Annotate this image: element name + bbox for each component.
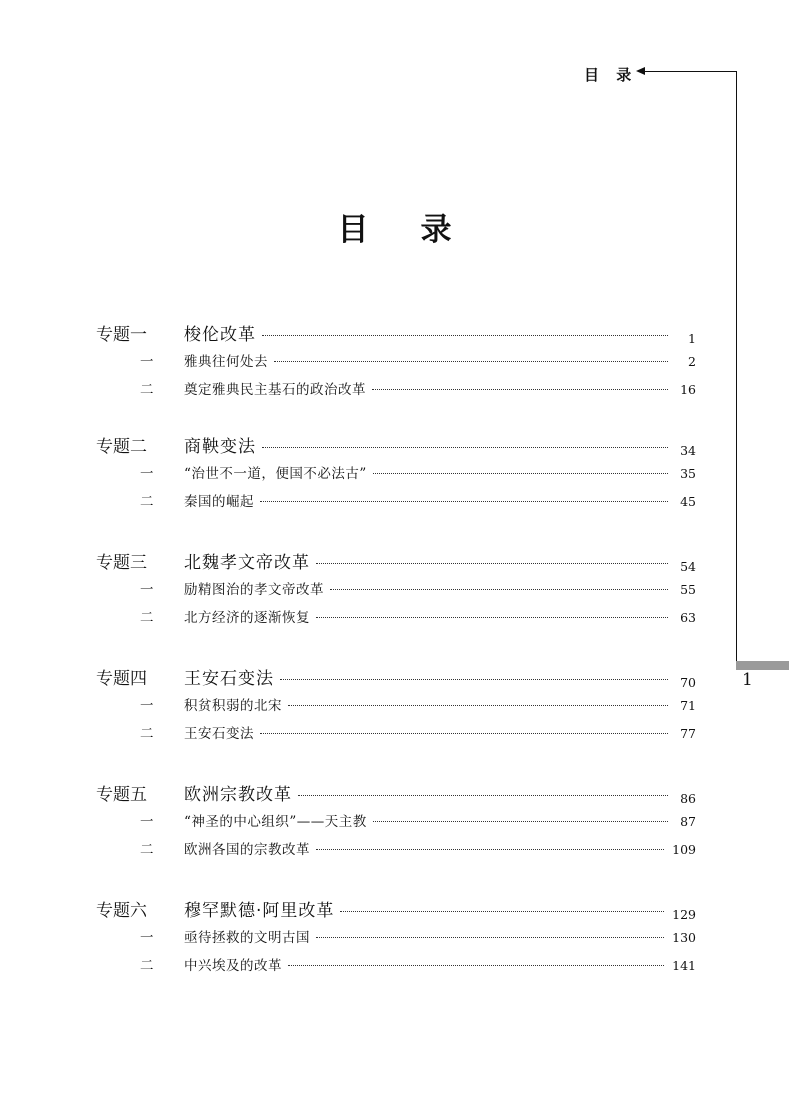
item-title: 积贫积弱的北宋 (184, 698, 282, 714)
item-title: 王安石变法 (184, 726, 254, 742)
dot-leader (373, 473, 668, 474)
toc-item-row[interactable] (96, 838, 696, 866)
dot-leader (288, 965, 664, 966)
topic-number: 专题一 (96, 325, 147, 345)
running-header: 目 录 (584, 66, 638, 84)
item-page: 87 (680, 814, 696, 829)
item-page: 71 (680, 698, 696, 713)
item-page: 16 (680, 382, 696, 397)
topic-title: 北魏孝文帝改革 (184, 553, 310, 573)
dot-leader (316, 937, 664, 938)
topic-page: 129 (672, 907, 696, 922)
toc-item-row[interactable] (96, 378, 696, 406)
topic-title: 欧洲宗教改革 (184, 785, 292, 805)
dot-leader (262, 335, 668, 336)
toc-item-row[interactable] (96, 810, 696, 838)
toc-item-row[interactable] (96, 954, 696, 982)
toc-topic-row[interactable] (96, 780, 696, 810)
item-page: 77 (680, 726, 696, 741)
dot-leader (260, 501, 668, 502)
dot-leader (274, 361, 668, 362)
topic-number: 专题三 (96, 553, 147, 573)
dot-leader (340, 911, 664, 912)
toc-item-row[interactable] (96, 722, 696, 750)
toc-topic-row[interactable] (96, 896, 696, 926)
item-title: “神圣的中心组织”——天主教 (184, 814, 367, 830)
toc-item-row[interactable] (96, 462, 696, 490)
title-char-2: 录 (420, 212, 452, 248)
topic-title: 商鞅变法 (184, 437, 256, 457)
item-page: 141 (672, 958, 696, 973)
toc-topic-row[interactable] (96, 320, 696, 350)
item-number: 二 (140, 610, 154, 626)
item-page: 63 (680, 610, 696, 625)
toc-item-row[interactable] (96, 694, 696, 722)
page-number: 1 (742, 670, 753, 690)
topic-number: 专题四 (96, 669, 147, 689)
topic-number: 专题六 (96, 901, 147, 921)
table-of-contents (96, 320, 696, 1012)
arrow-left-icon (636, 67, 645, 75)
page-tab (736, 661, 789, 670)
item-title: “治世不一道，便国不必法古” (184, 466, 367, 482)
item-page: 35 (680, 466, 696, 481)
item-number: 一 (140, 814, 154, 830)
toc-topic-row[interactable] (96, 432, 696, 462)
toc-section (96, 432, 696, 518)
dot-leader (280, 679, 668, 680)
topic-page: 86 (680, 791, 696, 806)
item-title: 奠定雅典民主基石的政治改革 (184, 382, 366, 398)
topic-title: 梭伦改革 (184, 325, 256, 345)
item-number: 一 (140, 354, 154, 370)
toc-section (96, 548, 696, 634)
toc-topic-row[interactable] (96, 548, 696, 578)
page-title (0, 204, 789, 249)
item-page: 109 (672, 842, 696, 857)
toc-item-row[interactable] (96, 926, 696, 954)
title-char-1: 目 (337, 212, 369, 248)
topic-number: 专题二 (96, 437, 147, 457)
topic-page: 1 (688, 331, 696, 346)
item-title: 秦国的崛起 (184, 494, 254, 510)
toc-section (96, 780, 696, 866)
item-title: 亟待拯救的文明古国 (184, 930, 310, 946)
toc-item-row[interactable] (96, 490, 696, 518)
item-title: 雅典往何处去 (184, 354, 268, 370)
topic-page: 34 (680, 443, 696, 458)
item-title: 励精图治的孝文帝改革 (184, 582, 324, 598)
item-number: 二 (140, 382, 154, 398)
dot-leader (298, 795, 668, 796)
topic-title: 王安石变法 (184, 669, 274, 689)
dot-leader (316, 563, 668, 564)
item-number: 二 (140, 842, 154, 858)
item-number: 二 (140, 494, 154, 510)
toc-item-row[interactable] (96, 578, 696, 606)
topic-page: 70 (680, 675, 696, 690)
item-number: 二 (140, 958, 154, 974)
header-rule (645, 71, 737, 72)
dot-leader (260, 733, 668, 734)
item-number: 一 (140, 698, 154, 714)
dot-leader (262, 447, 668, 448)
item-page: 2 (688, 354, 696, 369)
item-title: 北方经济的逐渐恢复 (184, 610, 310, 626)
item-page: 45 (680, 494, 696, 509)
item-page: 55 (680, 582, 696, 597)
toc-section (96, 320, 696, 406)
toc-topic-row[interactable] (96, 664, 696, 694)
toc-section (96, 664, 696, 750)
item-page: 130 (672, 930, 696, 945)
dot-leader (288, 705, 668, 706)
topic-title: 穆罕默德·阿里改革 (184, 901, 335, 921)
dot-leader (316, 617, 668, 618)
item-number: 一 (140, 930, 154, 946)
margin-rule (736, 71, 737, 661)
dot-leader (373, 821, 668, 822)
dot-leader (372, 389, 668, 390)
topic-number: 专题五 (96, 785, 147, 805)
toc-item-row[interactable] (96, 350, 696, 378)
topic-page: 54 (680, 559, 696, 574)
item-number: 一 (140, 466, 154, 482)
item-title: 中兴埃及的改革 (184, 958, 282, 974)
toc-item-row[interactable] (96, 606, 696, 634)
toc-section (96, 896, 696, 982)
dot-leader (316, 849, 664, 850)
item-number: 二 (140, 726, 154, 742)
dot-leader (330, 589, 668, 590)
item-title: 欧洲各国的宗教改革 (184, 842, 310, 858)
item-number: 一 (140, 582, 154, 598)
